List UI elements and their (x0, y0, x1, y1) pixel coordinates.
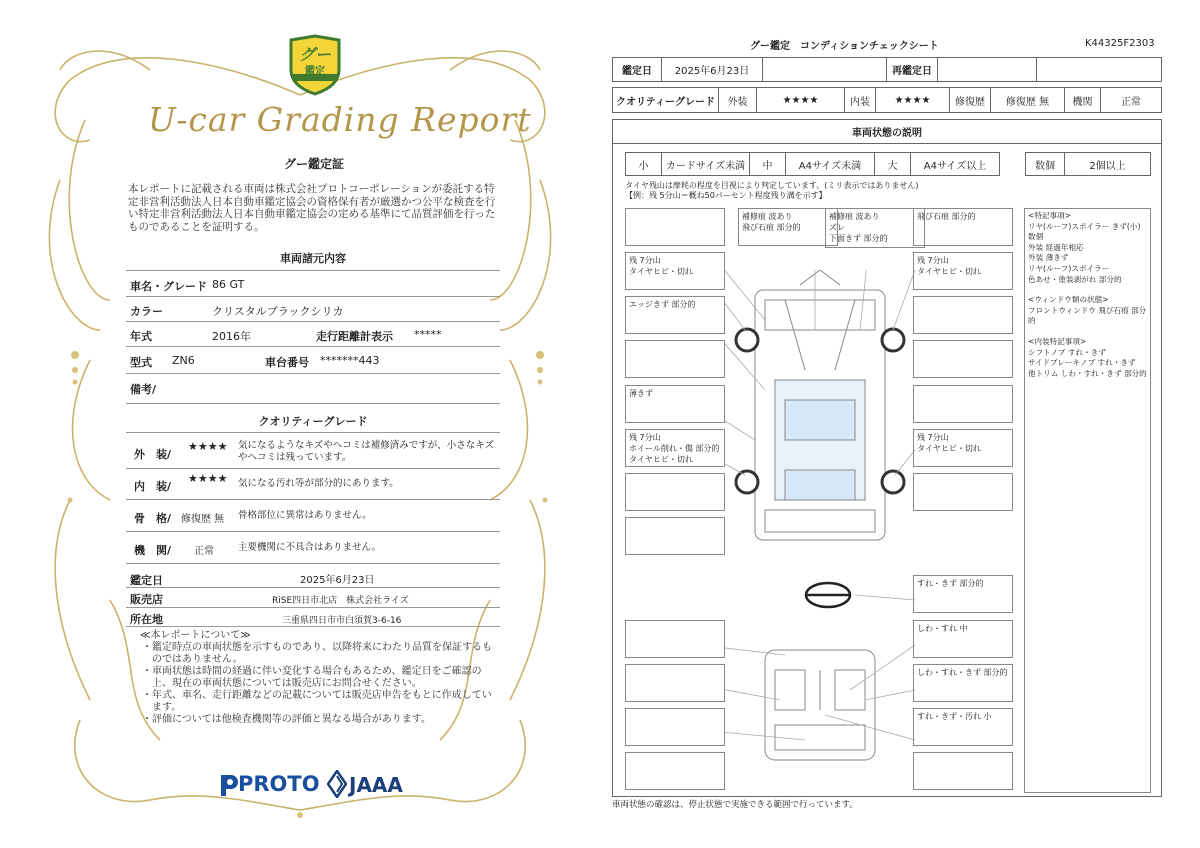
jaaa-mark-icon (327, 770, 347, 798)
damage-box-left-7 (625, 517, 725, 555)
sheet-code: K44325F2303 (1085, 38, 1155, 49)
engine-label: 機 関/ (134, 544, 172, 557)
interior-box-right-1: すれ・きず 部分的 (913, 575, 1013, 613)
exterior-stars: ★★★★ (188, 440, 228, 453)
interior-box-left-2 (625, 664, 725, 702)
divider (126, 626, 500, 627)
remark-line (1028, 327, 1147, 337)
damage-box-right-4 (913, 385, 1013, 423)
remark-line: 他トリム しわ・すれ・きず 部分的 (1028, 368, 1147, 378)
remark-line: フロントウィンドウ 飛び石痕 部分的 (1028, 305, 1147, 326)
model-label: 型式 (130, 356, 152, 369)
damage-box-top-2: 補修痕 波あり 飛び石痕 部分的 (738, 208, 838, 246)
damage-box-right-6 (913, 473, 1013, 511)
date-value-cell: 2025年6月23日 (661, 57, 763, 82)
year-label: 年式 (130, 330, 152, 343)
engine-value: 正常 (194, 546, 214, 557)
divider (126, 563, 500, 564)
damage-box-left-4: 薄きず (625, 385, 725, 423)
car-name-label: 車名・グレード (130, 280, 207, 293)
model-value: ZN6 (172, 354, 195, 367)
exterior-stars-cell: ★★★★ (756, 87, 845, 113)
remark-line: サイドブレーキノブ すれ・きず (1028, 358, 1136, 368)
proto-logo-text: PROTO (238, 772, 320, 796)
proto-mark-icon (218, 772, 240, 798)
chassis-value: *******443 (320, 354, 380, 367)
about-title: ≪本レポートについて≫ (140, 630, 251, 641)
damage-box-right-1: 残 7分山 タイヤヒビ・切れ (913, 252, 1013, 290)
frame-value: 修復歴 無 (181, 514, 225, 525)
sheet-footer-note: 車両状態の確認は、停止状態で実施できる範囲で行っています。 (612, 800, 858, 810)
damage-box-left-6 (625, 473, 725, 511)
sheet-title: グー鑑定 コンディションチェックシート (750, 41, 939, 52)
remark-line: リヤ(ルーフ)スポイラー (1028, 263, 1110, 273)
interior-stars-cell: ★★★★ (875, 87, 950, 113)
certificate-intro-text: 本レポートに記載される車両は株式会社プロトコーポレーションが委託する特定非営利活動法人日本自動車鑑定協会の資格保有者が厳選かつ公平な検査を行い特定非営利活動法人日本自動車鑑定協会の定める基準にて品質評価を行ったものであることを証明する。 (128, 183, 496, 233)
report-title: U-car Grading Report (148, 100, 532, 139)
exterior-description: 気になるようなキズやヘコミは補修済みですが、小さなキズやヘコミは残っています。 (238, 440, 495, 463)
damage-box-right-2 (913, 296, 1013, 334)
certificate-heading: グー鑑定証 (283, 157, 344, 171)
jaaa-logo-text: JAAA (349, 773, 403, 797)
notes-label: 備考/ (130, 383, 157, 396)
interior-box-right-4: すれ・きず・汚れ 小 (913, 708, 1013, 746)
car-name-value: 86 GT (212, 278, 245, 291)
dealer-value: RiSE四日市北店 株式会社ライズ (272, 596, 409, 606)
count-label-cell: 数個 (1025, 152, 1065, 176)
dealer-label: 販売店 (130, 593, 163, 606)
tire-note-1: タイヤ残山は摩耗の程度を目視により判定しています。(ミリ表示ではありません) (625, 181, 919, 190)
divider (126, 432, 500, 433)
remark-line: 外装 経過年相応 (1028, 242, 1084, 252)
chassis-label: 車台番号 (265, 356, 309, 369)
interior-label: 内 装/ (134, 480, 172, 493)
size-small-cell: 小 (625, 152, 662, 176)
interior-box-right-5 (913, 752, 1013, 790)
interior-box-left-4 (625, 752, 725, 790)
damage-box-top-1 (625, 208, 725, 246)
engine-value-cell: 正常 (1100, 87, 1162, 113)
interior-box-left-3 (625, 708, 725, 746)
empty-cell (1036, 57, 1162, 82)
badge-text-goo: グー (298, 45, 331, 64)
address-value: 三重県四日市市白須賀3-6-16 (282, 616, 402, 626)
damage-box-left-2: エッジきず 部分的 (625, 296, 725, 334)
remark-line: 外装 薄きず (1028, 253, 1069, 263)
interior-box-right-2: しわ・すれ 中 (913, 620, 1013, 658)
divider (126, 403, 500, 404)
divider (126, 373, 500, 374)
damage-box-top-4: 飛び石痕 部分的 (913, 208, 1013, 246)
badge-text-kantei: 鑑定 (305, 66, 325, 77)
tire-note-2: 【例：残 5分山＝概ね50パーセント程度残り溝を示す】 (625, 191, 827, 200)
interior-stars: ★★★★ (188, 472, 228, 485)
engine-label-cell: 機関 (1064, 87, 1101, 113)
divider (126, 499, 500, 500)
size-mid-cell: 中 (749, 152, 786, 176)
interior-label-cell: 内装 (844, 87, 876, 113)
condition-check-sheet (600, 0, 1200, 848)
goo-kantei-badge (287, 34, 343, 96)
damage-box-top-3: 補修痕 波あり ズレ 下面きず 部分的 (825, 208, 925, 248)
year-value: 2016年 (212, 330, 251, 343)
interior-description: 気になる汚れ等が部分的にあります。 (238, 478, 399, 489)
about-item: ・評価については他検査機関等の評価と異なる場合があります。 (142, 714, 431, 725)
exterior-label-cell: 外装 (718, 87, 757, 113)
count-value-cell: 2個以上 (1064, 152, 1151, 176)
interior-box-right-3: しわ・すれ・きず 部分的 (913, 664, 1013, 702)
recheck-value-cell (937, 57, 1037, 82)
interior-box-left-1 (625, 620, 725, 658)
divider (126, 468, 500, 469)
remark-line: シフトノブ すれ・きず (1028, 347, 1106, 357)
color-value: クリスタルブラックシリカ (212, 305, 344, 318)
empty-cell (762, 57, 887, 82)
divider (126, 321, 500, 322)
remark-line: リヤ(ルーフ)スポイラー きず(小) 数個 (1028, 221, 1141, 242)
exterior-label: 外 装/ (134, 448, 172, 461)
about-item: ・年式、車名、走行距離などの記載については販売店申告をもとに作成しています。 (142, 690, 492, 713)
frame-label: 骨 格/ (134, 512, 172, 525)
about-item: ・鑑定時点の車両状態を示すものであり、以降将来にわたり品質を保証するものではありません。 (142, 642, 492, 665)
remark-line: <内装特記事項> (1028, 336, 1087, 346)
divider (126, 296, 500, 297)
damage-box-left-5: 残 7分山 ホイール削れ・傷 部分的 タイヤヒビ・切れ (625, 429, 725, 467)
remarks-panel (1024, 208, 1151, 793)
damage-box-left-1: 残 7分山 タイヤヒビ・切れ (625, 252, 725, 290)
condition-title: 車両状態の説明 (612, 119, 1162, 144)
repair-value-cell: 修復歴 無 (990, 87, 1065, 113)
size-large-cell: 大 (874, 152, 911, 176)
quality-grade-label-cell: クオリティーグレード (612, 87, 719, 113)
about-report-notes (140, 630, 495, 726)
remark-line: <特記事項> (1028, 211, 1072, 220)
appraisal-date-label: 鑑定日 (130, 574, 163, 587)
size-small-desc-cell: カードサイズ未満 (661, 152, 750, 176)
divider (126, 607, 500, 608)
engine-description: 主要機関に不具合はありません。 (238, 542, 382, 553)
divider (126, 531, 500, 532)
color-label: カラー (130, 305, 163, 318)
divider (126, 346, 500, 347)
damage-box-left-3 (625, 340, 725, 378)
remark-line: 色あせ・塗装剥がれ 部分的 (1028, 274, 1122, 284)
frame-description: 骨格部位に異常はありません。 (238, 510, 372, 521)
mileage-label: 走行距離計表示 (316, 330, 393, 343)
address-label: 所在地 (130, 613, 163, 626)
size-mid-desc-cell: A4サイズ未満 (785, 152, 875, 176)
appraisal-date-value: 2025年6月23日 (300, 575, 375, 586)
spec-section-title: 車両諸元内容 (280, 252, 346, 265)
date-label-cell: 鑑定日 (612, 57, 662, 82)
divider (126, 587, 500, 588)
damage-box-right-3 (913, 340, 1013, 378)
size-large-desc-cell: A4サイズ以上 (910, 152, 1000, 176)
divider (126, 270, 500, 271)
mileage-value: ***** (414, 328, 442, 341)
quality-section-title: クオリティーグレード (258, 415, 368, 428)
about-item: ・車両状態は時間の経過に伴い変化する場合もあるため、鑑定日をご確認の上、現在の車両状態については販売店にお問合せください。 (142, 666, 482, 689)
damage-box-right-5: 残 7分山 タイヤヒビ・切れ (913, 429, 1013, 467)
recheck-label-cell: 再鑑定日 (886, 57, 938, 82)
remark-line (1028, 285, 1147, 295)
repair-label-cell: 修復歴 (949, 87, 991, 113)
remark-line: <ウィンドウ類の状態> (1028, 295, 1109, 305)
